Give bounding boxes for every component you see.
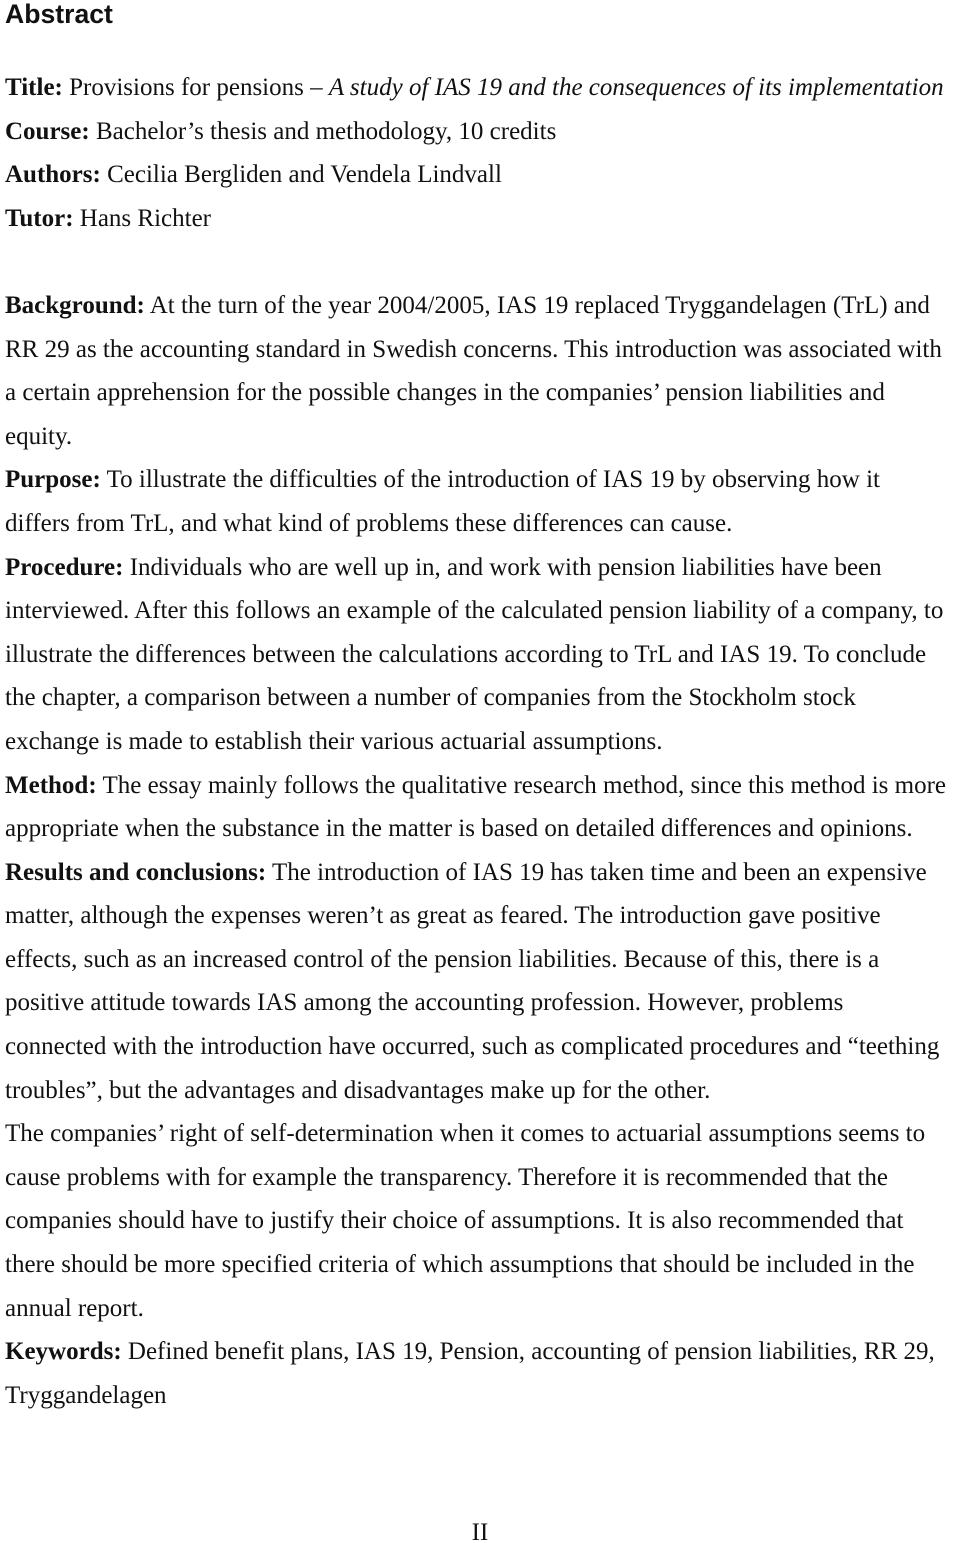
paragraph-line: there should be more specified criteria of which assumptions that should be included in the (5, 1251, 915, 1279)
keywords-first-line (5, 1330, 955, 1374)
title-label: Title: (5, 74, 63, 101)
paragraph-line: annual report. (5, 1294, 144, 1322)
method-label: Method: (5, 771, 97, 799)
authors-line (5, 153, 955, 197)
paragraph-line: troubles”, but the advantages and disadvantages make up for the other. (5, 1076, 711, 1104)
purpose-first-line (5, 458, 955, 502)
procedure-section (5, 546, 955, 764)
results-first-line (5, 851, 955, 895)
recommendation-paragraph (5, 1112, 955, 1330)
paragraph-line: exchange is made to establish their various actuarial assumptions. (5, 727, 663, 755)
page-heading: Abstract (5, 0, 113, 29)
paragraph-line: equity. (5, 422, 73, 450)
paragraph-line: The companies’ right of self-determination when it comes to actuarial assumptions seems to (5, 1120, 926, 1148)
blank-line (5, 240, 955, 284)
page-number: II (471, 1519, 489, 1543)
paragraph-line: cause problems with for example the transparency. Therefore it is recommended that the (5, 1163, 888, 1191)
background-section (5, 284, 955, 458)
title-value: Provisions for pensions – (69, 74, 323, 101)
paragraph-line: companies should have to justify their choice of assumptions. It is also recommended that (5, 1207, 904, 1235)
paragraph-text: To illustrate the difficulties of the introduction of IAS 19 by observing how it (106, 466, 881, 494)
paragraph-text: The introduction of IAS 19 has taken time and been an expensive (271, 858, 927, 886)
paragraph-line: effects, such as an increased control of the pension liabilities. Because of this, there is a (5, 945, 880, 973)
title-line (5, 66, 955, 110)
purpose-label: Purpose: (5, 466, 101, 494)
procedure-first-line (5, 546, 955, 590)
authors-value: Cecilia Bergliden and Vendela Lindvall (107, 161, 502, 189)
paragraph-text: Individuals who are well up in, and work with pension liabilities have been (129, 553, 882, 581)
tutor-value: Hans Richter (79, 204, 211, 232)
paragraph-line: connected with the introduction have occurred, such as complicated procedures and “teething (5, 1033, 940, 1061)
abstract-body (5, 66, 955, 1417)
course-line (5, 110, 955, 154)
results-label: Results and conclusions: (5, 858, 267, 886)
paragraph-line: the chapter, a comparison between a number of companies from the Stockholm stock (5, 684, 856, 712)
paragraph-line: differs from TrL, and what kind of problems these differences can cause. (5, 509, 733, 537)
course-value: Bachelor’s thesis and methodology, 10 credits (95, 117, 557, 145)
paragraph-line: illustrate the differences between the calculations according to TrL and IAS 19. To conclude (5, 640, 927, 668)
tutor-label: Tutor: (5, 204, 74, 232)
keywords-label: Keywords: (5, 1338, 122, 1366)
method-section (5, 764, 955, 851)
title-subtitle: A study of IAS 19 and the consequences of its implementation (328, 74, 944, 101)
results-section (5, 851, 955, 1113)
keywords-text: Defined benefit plans, IAS 19, Pension, accounting of pension liabilities, RR 29, (127, 1338, 935, 1366)
authors-label: Authors: (5, 161, 101, 189)
paragraph-text: The essay mainly follows the qualitative research method, since this method is more (102, 771, 946, 799)
paragraph-line: matter, although the expenses weren’t as great as feared. The introduction gave positive (5, 902, 881, 930)
background-label: Background: (5, 291, 145, 319)
background-first-line (5, 284, 955, 328)
paragraph-line: RR 29 as the accounting standard in Swedish concerns. This introduction was associated with (5, 335, 942, 363)
procedure-label: Procedure: (5, 553, 124, 581)
keywords-section (5, 1330, 955, 1417)
tutor-line (5, 197, 955, 241)
paragraph-line: positive attitude towards IAS among the accounting profession. However, problems (5, 989, 844, 1017)
thesis-info (5, 66, 955, 240)
course-label: Course: (5, 117, 90, 145)
paragraph-text: At the turn of the year 2004/2005, IAS 19 replaced Tryggandelagen (TrL) and (149, 291, 930, 319)
paragraph-line: appropriate when the substance in the matter is based on detailed differences and opinions. (5, 815, 913, 843)
paragraph-line: interviewed. After this follows an example of the calculated pension liability of a company, to (5, 597, 944, 625)
method-first-line (5, 764, 955, 808)
keywords-text: Tryggandelagen (5, 1381, 167, 1409)
paragraph-line: a certain apprehension for the possible changes in the companies’ pension liabilities and (5, 379, 885, 407)
purpose-section (5, 458, 955, 545)
